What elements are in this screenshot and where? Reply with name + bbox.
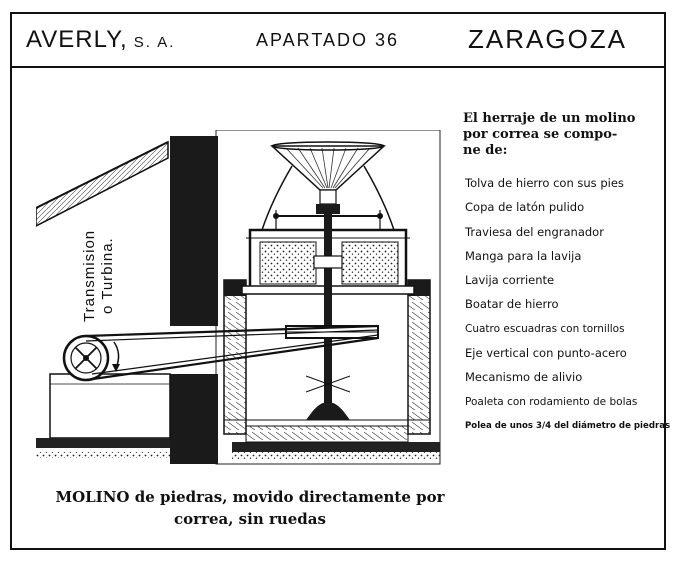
parts-list: [465, 176, 670, 443]
transmission-label-line1: Transmision: [81, 229, 98, 322]
part-item: Polea de unos 3/4 del diámetro de piedras: [465, 420, 671, 431]
caption-line: MOLINO de piedras, movido directamente por: [55, 488, 445, 506]
part-item: Lavija corriente: [465, 273, 555, 288]
part-item: Copa de latón pulido: [465, 200, 585, 215]
intro-line: por correa se compo-: [463, 127, 618, 142]
transmission-label-line2: o Turbina.: [99, 237, 116, 314]
part-item: Boatar de hierro: [465, 297, 559, 312]
intro-line: ne de:: [463, 143, 508, 158]
description-intro: [463, 111, 653, 159]
po-box: APARTADO 36: [256, 30, 400, 50]
caption-line: correa, sin ruedas: [174, 510, 326, 528]
part-item: Cuatro escuadras con tornillos: [465, 322, 625, 335]
company-name-text: AVERLY,: [26, 26, 128, 53]
company-suffix: S. A.: [133, 34, 176, 51]
part-item: Poaleta con rodamiento de bolas: [465, 395, 638, 408]
company-name: [26, 26, 175, 54]
part-item: Manga para la lavija: [465, 248, 582, 263]
letterhead: [10, 12, 666, 68]
illustration-caption: [30, 486, 470, 530]
mill-illustration: [36, 130, 446, 470]
part-item: Eje vertical con punto-acero: [465, 346, 627, 361]
part-item: Tolva de hierro con sus pies: [465, 176, 624, 190]
part-item: Mecanismo de alivio: [465, 370, 583, 385]
city-name: ZARAGOZA: [468, 24, 628, 54]
part-item: Traviesa del engranador: [465, 224, 604, 239]
intro-line: El herraje de un molino: [463, 111, 636, 126]
